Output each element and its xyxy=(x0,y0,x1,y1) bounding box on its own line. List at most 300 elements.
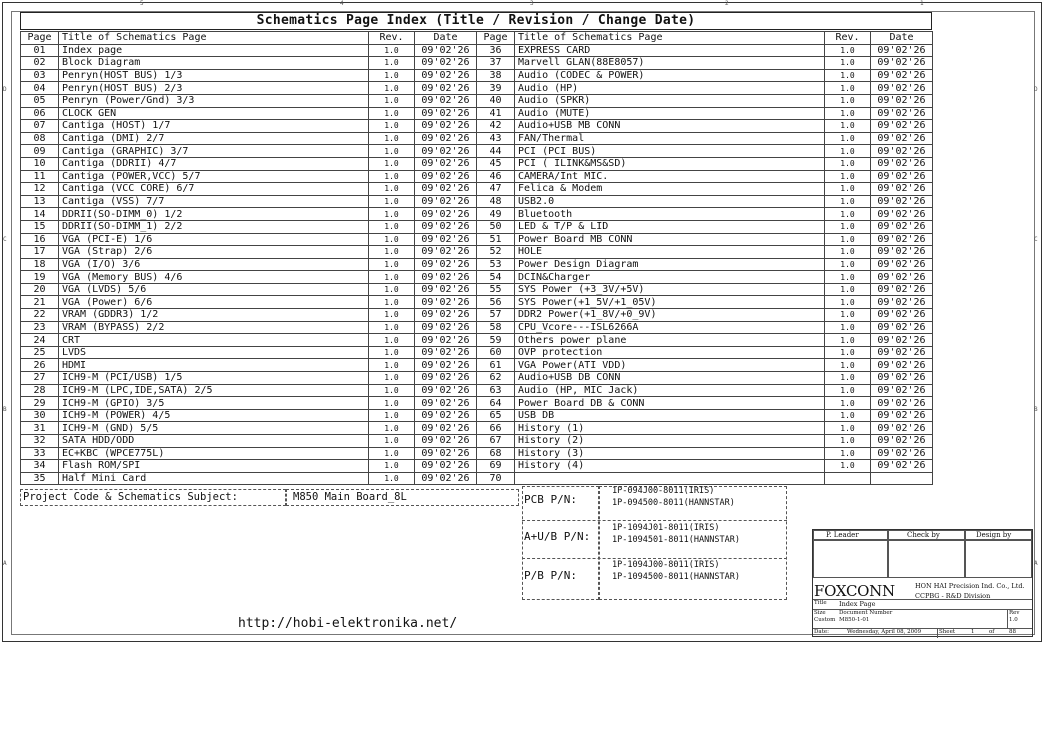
row-date: 09'02'26 xyxy=(871,409,933,422)
row-date xyxy=(871,472,933,485)
title-value: Index Page xyxy=(839,600,876,608)
pcb-pn-label: PCB P/N: xyxy=(524,493,577,506)
row-title: Cantiga (VSS) 7/7 xyxy=(59,195,369,208)
size-label: Size xyxy=(814,610,826,616)
row-page-number: 25 xyxy=(21,346,59,359)
zone-mark-side: D xyxy=(1034,86,1038,93)
table-row xyxy=(477,183,933,196)
row-page-number: 69 xyxy=(477,460,515,473)
table-row xyxy=(21,384,477,397)
title-label: Title xyxy=(814,600,827,606)
table-row xyxy=(21,435,477,448)
row-page-number: 64 xyxy=(477,397,515,410)
table-row xyxy=(21,422,477,435)
header-title: Title of Schematics Page xyxy=(59,32,369,45)
row-date: 09'02'26 xyxy=(871,44,933,57)
row-date: 09'02'26 xyxy=(871,82,933,95)
table-row xyxy=(477,220,933,233)
table-row xyxy=(477,107,933,120)
row-title: ICH9-M (GND) 5/5 xyxy=(59,422,369,435)
zone-mark-top: 5 xyxy=(140,0,144,7)
row-title: Penryn (Power/Gnd) 3/3 xyxy=(59,94,369,107)
row-title xyxy=(515,472,825,485)
row-revision: 1.0 xyxy=(825,321,871,334)
table-row xyxy=(21,233,477,246)
row-title: History (4) xyxy=(515,460,825,473)
row-title: ICH9-M (LPC,IDE,SATA) 2/5 xyxy=(59,384,369,397)
size-value: Custom xyxy=(814,617,836,623)
row-title: HOLE xyxy=(515,246,825,259)
row-revision: 1.0 xyxy=(825,258,871,271)
table-row xyxy=(21,220,477,233)
row-revision: 1.0 xyxy=(825,460,871,473)
row-revision: 1.0 xyxy=(825,208,871,221)
row-title: Cantiga (DDRII) 4/7 xyxy=(59,157,369,170)
row-revision: 1.0 xyxy=(825,145,871,158)
row-revision: 1.0 xyxy=(825,157,871,170)
table-row xyxy=(477,409,933,422)
row-revision: 1.0 xyxy=(369,233,415,246)
of-value: 88 xyxy=(1009,629,1016,635)
row-revision: 1.0 xyxy=(825,246,871,259)
table-row xyxy=(477,94,933,107)
table-row xyxy=(21,447,477,460)
docnum-value: M850-1-01 xyxy=(839,617,870,623)
row-date: 09'02'26 xyxy=(871,321,933,334)
docnum-label: Document Number xyxy=(839,610,893,616)
row-page-number: 21 xyxy=(21,296,59,309)
row-date: 09'02'26 xyxy=(415,246,477,259)
row-revision: 1.0 xyxy=(369,208,415,221)
date-label: Date: xyxy=(814,629,830,635)
row-revision: 1.0 xyxy=(369,120,415,133)
row-page-number: 34 xyxy=(21,460,59,473)
row-title: Audio (CODEC & POWER) xyxy=(515,69,825,82)
table-row xyxy=(21,57,477,70)
row-page-number: 48 xyxy=(477,195,515,208)
row-page-number: 13 xyxy=(21,195,59,208)
row-page-number: 16 xyxy=(21,233,59,246)
row-revision: 1.0 xyxy=(825,397,871,410)
row-date: 09'02'26 xyxy=(415,409,477,422)
row-title: Cantiga (DMI) 2/7 xyxy=(59,132,369,145)
aub-pn-value: 1P-1094J01-8011(IRIS) xyxy=(612,523,720,533)
table-row xyxy=(21,132,477,145)
row-title: Cantiga (POWER,VCC) 5/7 xyxy=(59,170,369,183)
table-row xyxy=(477,258,933,271)
row-revision: 1.0 xyxy=(369,157,415,170)
row-title: OVP protection xyxy=(515,346,825,359)
table-row xyxy=(477,132,933,145)
row-revision: 1.0 xyxy=(369,283,415,296)
row-title: SATA HDD/ODD xyxy=(59,435,369,448)
company-full-name: HON HAI Precision Ind. Co., Ltd. xyxy=(915,582,1025,590)
role-cell xyxy=(813,530,888,540)
row-page-number: 08 xyxy=(21,132,59,145)
row-title: Bluetooth xyxy=(515,208,825,221)
table-row xyxy=(477,372,933,385)
row-date: 09'02'26 xyxy=(415,346,477,359)
row-date: 09'02'26 xyxy=(871,296,933,309)
tb-divider xyxy=(1007,609,1008,628)
row-date: 09'02'26 xyxy=(871,397,933,410)
row-revision: 1.0 xyxy=(369,183,415,196)
header-date: Date xyxy=(871,32,933,45)
row-revision: 1.0 xyxy=(825,132,871,145)
header-rev: Rev. xyxy=(825,32,871,45)
table-row xyxy=(21,246,477,259)
row-title: CLOCK GEN xyxy=(59,107,369,120)
row-date: 09'02'26 xyxy=(871,220,933,233)
row-title: ICH9-M (PCI/USB) 1/5 xyxy=(59,372,369,385)
row-date: 09'02'26 xyxy=(871,460,933,473)
row-date: 09'02'26 xyxy=(871,57,933,70)
row-title: Penryn(HOST BUS) 1/3 xyxy=(59,69,369,82)
role-design-by: Design by xyxy=(976,531,1012,539)
row-revision: 1.0 xyxy=(825,82,871,95)
table-row xyxy=(21,472,477,485)
project-label-box xyxy=(20,489,286,506)
table-row xyxy=(21,157,477,170)
table-row xyxy=(21,44,477,57)
row-revision: 1.0 xyxy=(825,195,871,208)
row-page-number: 70 xyxy=(477,472,515,485)
row-date: 09'02'26 xyxy=(871,447,933,460)
row-date: 09'02'26 xyxy=(871,132,933,145)
row-date: 09'02'26 xyxy=(415,82,477,95)
table-row xyxy=(21,208,477,221)
row-revision: 1.0 xyxy=(825,170,871,183)
row-date: 09'02'26 xyxy=(871,435,933,448)
row-page-number: 57 xyxy=(477,309,515,322)
row-revision: 1.0 xyxy=(369,44,415,57)
row-title: LED & T/P & LID xyxy=(515,220,825,233)
row-revision: 1.0 xyxy=(825,384,871,397)
row-page-number: 03 xyxy=(21,69,59,82)
table-row xyxy=(477,246,933,259)
row-date: 09'02'26 xyxy=(415,132,477,145)
tb-divider xyxy=(813,628,1032,629)
row-revision: 1.0 xyxy=(369,460,415,473)
row-date: 09'02'26 xyxy=(415,271,477,284)
table-row xyxy=(477,397,933,410)
row-page-number: 12 xyxy=(21,183,59,196)
row-title: Audio+USB DB CONN xyxy=(515,372,825,385)
row-date: 09'02'26 xyxy=(871,283,933,296)
row-page-number: 41 xyxy=(477,107,515,120)
row-date: 09'02'26 xyxy=(871,183,933,196)
zone-mark-top: 2 xyxy=(725,0,729,7)
signature-cell xyxy=(888,540,965,578)
table-row xyxy=(477,334,933,347)
sheet-value: 1 xyxy=(971,629,975,635)
row-revision: 1.0 xyxy=(825,296,871,309)
row-title: Block Diagram xyxy=(59,57,369,70)
row-date: 09'02'26 xyxy=(871,309,933,322)
row-title: DCIN&Charger xyxy=(515,271,825,284)
row-page-number: 31 xyxy=(21,422,59,435)
row-page-number: 07 xyxy=(21,120,59,133)
project-value: M850 Main Board_8L xyxy=(293,491,407,503)
row-title: LVDS xyxy=(59,346,369,359)
table-row xyxy=(477,384,933,397)
row-title: Half Mini Card xyxy=(59,472,369,485)
table-row xyxy=(477,447,933,460)
row-page-number: 36 xyxy=(477,44,515,57)
website-url[interactable]: http://hobi-elektronika.net/ xyxy=(238,616,458,631)
table-row xyxy=(477,157,933,170)
row-page-number: 27 xyxy=(21,372,59,385)
row-page-number: 54 xyxy=(477,271,515,284)
zone-mark-side: A xyxy=(3,560,7,567)
row-title: Felica & Modem xyxy=(515,183,825,196)
row-revision: 1.0 xyxy=(369,132,415,145)
row-title: Power Design Diagram xyxy=(515,258,825,271)
aub-pn-value: 1P-1094501-8011(HANNSTAR) xyxy=(612,535,740,545)
row-revision: 1.0 xyxy=(369,296,415,309)
row-revision: 1.0 xyxy=(369,246,415,259)
row-title: CPU_Vcore---ISL6266A xyxy=(515,321,825,334)
zone-mark-side: C xyxy=(1034,236,1038,243)
date-value: Wednesday, April 08, 2009 xyxy=(847,629,922,635)
row-revision: 1.0 xyxy=(369,271,415,284)
row-page-number: 47 xyxy=(477,183,515,196)
page-title: Schematics Page Index (Title / Revision / Change Date) xyxy=(20,12,932,30)
row-page-number: 19 xyxy=(21,271,59,284)
row-revision: 1.0 xyxy=(369,346,415,359)
row-revision: 1.0 xyxy=(369,258,415,271)
row-page-number: 09 xyxy=(21,145,59,158)
row-title: PCI (PCI BUS) xyxy=(515,145,825,158)
row-revision: 1.0 xyxy=(369,170,415,183)
row-date: 09'02'26 xyxy=(871,120,933,133)
row-title: VGA (Power) 6/6 xyxy=(59,296,369,309)
row-revision: 1.0 xyxy=(369,145,415,158)
table-row xyxy=(477,82,933,95)
row-date: 09'02'26 xyxy=(415,460,477,473)
row-revision: 1.0 xyxy=(825,372,871,385)
row-date: 09'02'26 xyxy=(871,107,933,120)
row-title: VRAM (GDDR3) 1/2 xyxy=(59,309,369,322)
row-date: 09'02'26 xyxy=(415,157,477,170)
row-revision: 1.0 xyxy=(825,422,871,435)
row-page-number: 30 xyxy=(21,409,59,422)
project-label: Project Code & Schematics Subject: xyxy=(23,491,238,503)
row-revision: 1.0 xyxy=(825,94,871,107)
row-revision: 1.0 xyxy=(369,94,415,107)
row-title: Audio (HP) xyxy=(515,82,825,95)
row-title: EXPRESS CARD xyxy=(515,44,825,57)
row-page-number: 02 xyxy=(21,57,59,70)
table-row xyxy=(21,271,477,284)
row-title: EC+KBC (WPCE775L) xyxy=(59,447,369,460)
role-cell xyxy=(965,530,1032,540)
row-date: 09'02'26 xyxy=(415,359,477,372)
row-revision: 1.0 xyxy=(825,120,871,133)
table-row xyxy=(477,145,933,158)
table-row xyxy=(477,233,933,246)
row-title: CRT xyxy=(59,334,369,347)
header-page: Page xyxy=(477,32,515,45)
row-date: 09'02'26 xyxy=(415,94,477,107)
row-page-number: 51 xyxy=(477,233,515,246)
table-row xyxy=(477,346,933,359)
row-title: Flash ROM/SPI xyxy=(59,460,369,473)
row-date: 09'02'26 xyxy=(415,372,477,385)
header-title: Title of Schematics Page xyxy=(515,32,825,45)
row-revision: 1.0 xyxy=(825,69,871,82)
row-date: 09'02'26 xyxy=(415,422,477,435)
row-date: 09'02'26 xyxy=(415,69,477,82)
row-page-number: 14 xyxy=(21,208,59,221)
row-title: VRAM (BYPASS) 2/2 xyxy=(59,321,369,334)
row-page-number: 29 xyxy=(21,397,59,410)
row-title: ICH9-M (POWER) 4/5 xyxy=(59,409,369,422)
row-date: 09'02'26 xyxy=(871,195,933,208)
pn-divider xyxy=(522,520,787,521)
table-row xyxy=(21,334,477,347)
row-page-number: 11 xyxy=(21,170,59,183)
row-date: 09'02'26 xyxy=(415,309,477,322)
table-row xyxy=(21,258,477,271)
row-title: Cantiga (GRAPHIC) 3/7 xyxy=(59,145,369,158)
row-title: SYS Power (+3_3V/+5V) xyxy=(515,283,825,296)
header-rev: Rev. xyxy=(369,32,415,45)
row-page-number: 50 xyxy=(477,220,515,233)
row-title: Audio (SPKR) xyxy=(515,94,825,107)
row-page-number: 26 xyxy=(21,359,59,372)
row-revision: 1.0 xyxy=(369,220,415,233)
row-revision: 1.0 xyxy=(825,57,871,70)
row-date: 09'02'26 xyxy=(871,170,933,183)
row-title: Cantiga (VCC CORE) 6/7 xyxy=(59,183,369,196)
table-row xyxy=(21,170,477,183)
row-date: 09'02'26 xyxy=(415,321,477,334)
pcb-pn-value: 1P-094J00-8011(IRIS) xyxy=(612,486,715,496)
table-row xyxy=(477,208,933,221)
row-title: Marvell GLAN(88E8057) xyxy=(515,57,825,70)
row-page-number: 18 xyxy=(21,258,59,271)
row-revision: 1.0 xyxy=(369,309,415,322)
row-date: 09'02'26 xyxy=(871,246,933,259)
zone-mark-side: D xyxy=(3,86,7,93)
row-date: 09'02'26 xyxy=(415,57,477,70)
row-revision: 1.0 xyxy=(825,409,871,422)
row-page-number: 40 xyxy=(477,94,515,107)
row-page-number: 43 xyxy=(477,132,515,145)
row-revision: 1.0 xyxy=(825,44,871,57)
table-row xyxy=(21,346,477,359)
table-row xyxy=(477,359,933,372)
row-date: 09'02'26 xyxy=(415,195,477,208)
row-date: 09'02'26 xyxy=(871,258,933,271)
row-page-number: 46 xyxy=(477,170,515,183)
table-row xyxy=(21,397,477,410)
row-revision: 1.0 xyxy=(369,435,415,448)
row-title: VGA (Strap) 2/6 xyxy=(59,246,369,259)
header-date: Date xyxy=(415,32,477,45)
title-block xyxy=(812,529,1033,637)
row-title: DDRII(SO-DIMM_0) 1/2 xyxy=(59,208,369,221)
row-page-number: 04 xyxy=(21,82,59,95)
row-date: 09'02'26 xyxy=(415,296,477,309)
row-title: CAMERA/Int MIC. xyxy=(515,170,825,183)
row-title: Others power plane xyxy=(515,334,825,347)
row-title: DDR2 Power(+1_8V/+0_9V) xyxy=(515,309,825,322)
row-revision: 1.0 xyxy=(369,69,415,82)
row-page-number: 61 xyxy=(477,359,515,372)
row-revision: 1.0 xyxy=(825,233,871,246)
role-check-by: Check by xyxy=(907,531,940,539)
row-page-number: 10 xyxy=(21,157,59,170)
row-revision: 1.0 xyxy=(825,271,871,284)
tb-divider xyxy=(937,628,938,638)
row-date: 09'02'26 xyxy=(415,472,477,485)
row-revision: 1.0 xyxy=(825,435,871,448)
table-row xyxy=(21,94,477,107)
row-revision: 1.0 xyxy=(369,447,415,460)
row-page-number: 35 xyxy=(21,472,59,485)
row-title: SYS Power(+1_5V/+1_05V) xyxy=(515,296,825,309)
row-page-number: 22 xyxy=(21,309,59,322)
row-revision: 1.0 xyxy=(825,183,871,196)
row-date: 09'02'26 xyxy=(415,220,477,233)
row-page-number: 56 xyxy=(477,296,515,309)
row-date: 09'02'26 xyxy=(871,94,933,107)
row-revision: 1.0 xyxy=(369,321,415,334)
row-date: 09'02'26 xyxy=(415,208,477,221)
row-page-number: 62 xyxy=(477,372,515,385)
table-row xyxy=(21,107,477,120)
row-title: Audio (MUTE) xyxy=(515,107,825,120)
table-row xyxy=(21,120,477,133)
row-title: Index page xyxy=(59,44,369,57)
row-title: ICH9-M (GPIO) 3/5 xyxy=(59,397,369,410)
header-page: Page xyxy=(21,32,59,45)
table-header-row xyxy=(21,32,477,45)
row-date: 09'02'26 xyxy=(871,346,933,359)
row-date: 09'02'26 xyxy=(415,258,477,271)
row-revision: 1.0 xyxy=(369,422,415,435)
table-row xyxy=(21,372,477,385)
signature-cell xyxy=(965,540,1032,578)
row-page-number: 37 xyxy=(477,57,515,70)
role-p-leader: P. Leader xyxy=(826,531,859,539)
row-date: 09'02'26 xyxy=(415,334,477,347)
table-row xyxy=(21,283,477,296)
row-date: 09'02'26 xyxy=(871,384,933,397)
row-date: 09'02'26 xyxy=(871,145,933,158)
pb-pn-value: 1P-1094J00-8011(IRIS) xyxy=(612,560,720,570)
row-date: 09'02'26 xyxy=(871,69,933,82)
rev-label: Rev xyxy=(1009,610,1020,616)
row-title: DDRII(SO-DIMM_1) 2/2 xyxy=(59,220,369,233)
row-title: PCI ( ILINK&MS&SD) xyxy=(515,157,825,170)
row-page-number: 63 xyxy=(477,384,515,397)
row-page-number: 38 xyxy=(477,69,515,82)
row-page-number: 67 xyxy=(477,435,515,448)
row-revision: 1.0 xyxy=(825,359,871,372)
row-revision: 1.0 xyxy=(825,107,871,120)
table-row xyxy=(477,460,933,473)
row-page-number: 44 xyxy=(477,145,515,158)
row-revision: 1.0 xyxy=(825,334,871,347)
pcb-pn-value: 1P-094500-8011(HANNSTAR) xyxy=(612,498,735,508)
row-page-number: 05 xyxy=(21,94,59,107)
project-value-box xyxy=(286,489,519,506)
row-title: VGA (PCI-E) 1/6 xyxy=(59,233,369,246)
row-page-number: 24 xyxy=(21,334,59,347)
